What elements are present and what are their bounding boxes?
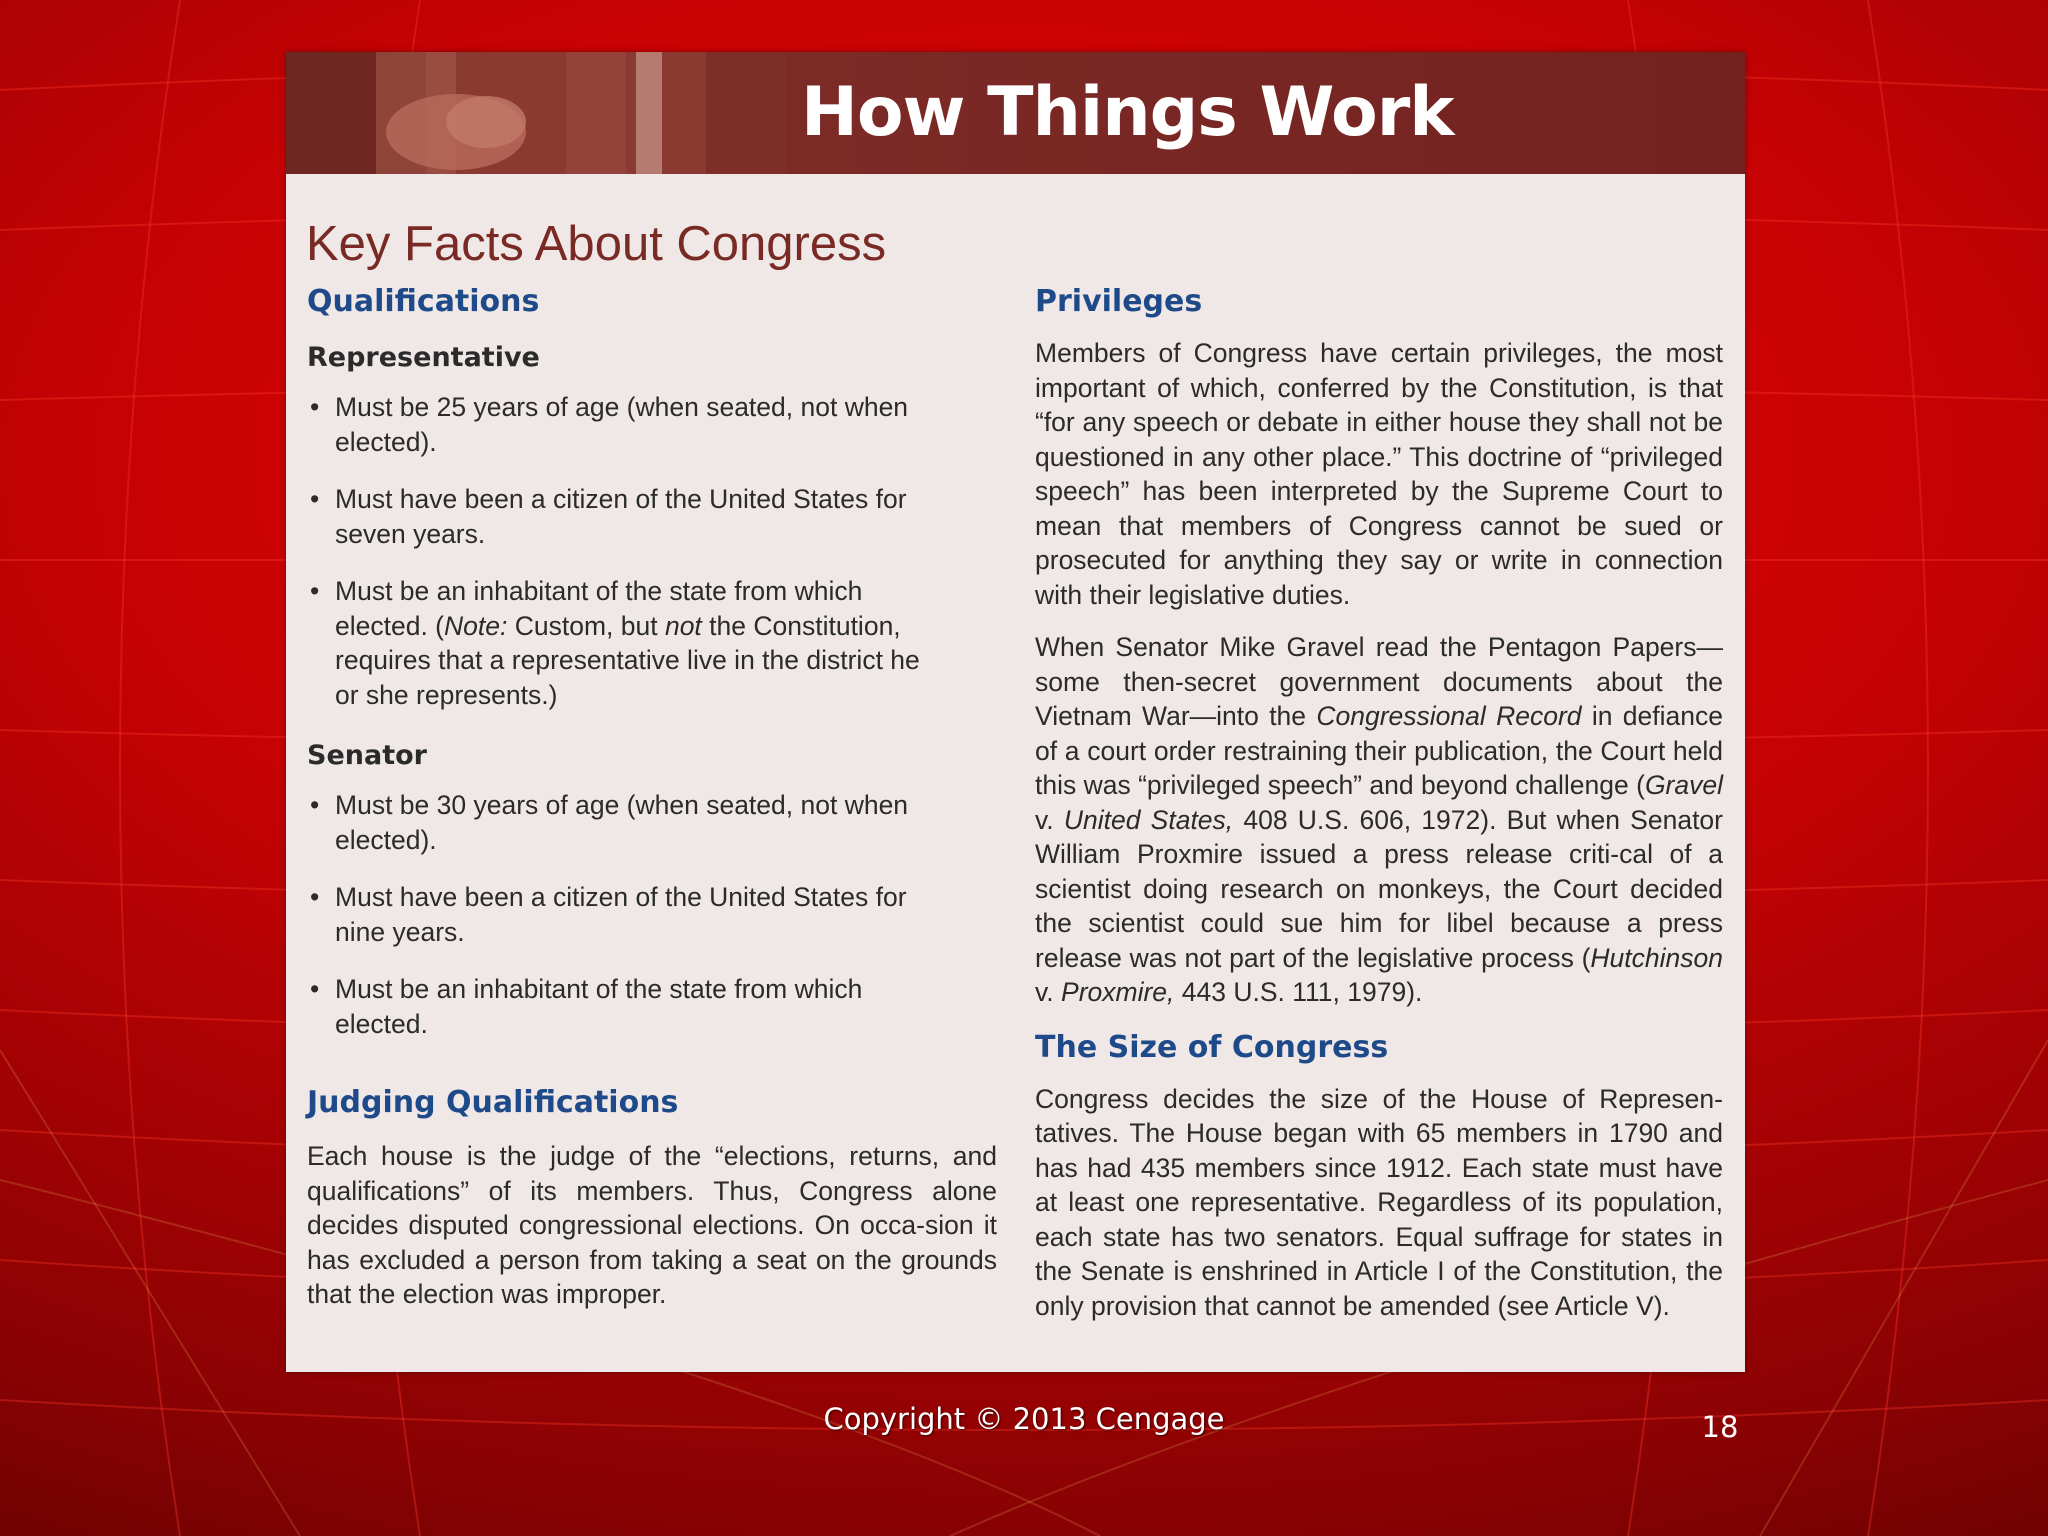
list-item: • Must be an inhabitant of the state from which elected. <box>310 974 863 1039</box>
judging-text: Each house is the judge of the “elections, returns, and qualifications” of its members. Thus, Congress alone decides disputed congressional elections. On occa-sion it has excluded a person from taking a seat on the grounds that the election was improper. <box>307 1141 997 1309</box>
senator-list <box>307 788 997 1041</box>
senator-heading: Senator <box>307 740 427 771</box>
list-item: • Must have been a citizen of the United States for seven years. <box>310 484 907 549</box>
list-item: • Must have been a citizen of the United States for nine years. <box>310 882 907 947</box>
representative-heading: Representative <box>307 342 540 373</box>
bullet-icon: • <box>310 484 320 514</box>
bullet-icon: • <box>310 882 320 912</box>
size-heading: The Size of Congress <box>1035 1029 1389 1065</box>
left-column <box>307 282 997 1312</box>
banner <box>286 52 1745 174</box>
bullet-icon: • <box>310 392 320 422</box>
list-item: • Must be 30 years of age (when seated, not when elected). <box>310 790 909 855</box>
gravel-text: When Senator Mike Gravel read the Pentagon Papers—some then-secret government documents about the Vietnam War—into the Congressional Record in defiance of a court order restraining their publication, the Court held this was “privileged speech” and beyond challenge (Gravel v. United States, 408 U.S. 606, 1972). But when Senator William Proxmire issued a press release criti-cal of a scientist doing research on monkeys, the Court decided the scientist could sue him for libel because a press release was not part of the legislative process (Hutchinson v. Proxmire, 443 U.S. 111, 1979). <box>1035 632 1723 1007</box>
bullet-icon: • <box>310 790 320 820</box>
copyright-notice: Copyright © 2013 Cengage <box>823 1402 1225 1436</box>
content-panel <box>286 52 1745 1372</box>
handshake-photo <box>286 52 786 174</box>
list-item: • Must be 25 years of age (when seated, not when elected). <box>310 392 909 457</box>
content <box>286 174 1745 1372</box>
privileges-text: Members of Congress have certain privileges, the most important of which, conferred by the Constitution, is that “for any speech or debate in either house they shall not be questioned in any other place.” This doctrine of “privileged speech” has been interpreted by the Supreme Court to mean that members of Congress cannot be sued or prosecuted for anything they say or write in connection with their legislative duties. <box>1035 338 1723 610</box>
privileges-heading: Privileges <box>1035 284 1203 319</box>
right-column <box>1035 282 1723 1323</box>
judging-heading: Judging Qualifications <box>307 1085 679 1120</box>
bullet-icon: • <box>310 576 320 606</box>
list-item: • Must be an inhabitant of the state from which elected. (Note: Custom, but not the Constitution, requires that a representative live in the district he or she represents.) <box>310 576 920 710</box>
page-number: 18 <box>1701 1410 1739 1444</box>
representative-list <box>307 390 997 712</box>
banner-title: How Things Work <box>801 73 1454 152</box>
bullet-icon: • <box>310 974 320 1004</box>
size-text: Congress decides the size of the House of Represen-tatives. The House began with 65 members in 1790 and has had 435 members since 1912. Each state must have at least one representative. Regardless of its population, each state has two senators. Equal suffrage for states in the Senate is enshrined in Article I of the Constitution, the only provision that cannot be amended (see Article V). <box>1035 1083 1723 1321</box>
qualifications-heading: Qualifications <box>307 284 540 319</box>
page-title: Key Facts About Congress <box>306 217 887 271</box>
